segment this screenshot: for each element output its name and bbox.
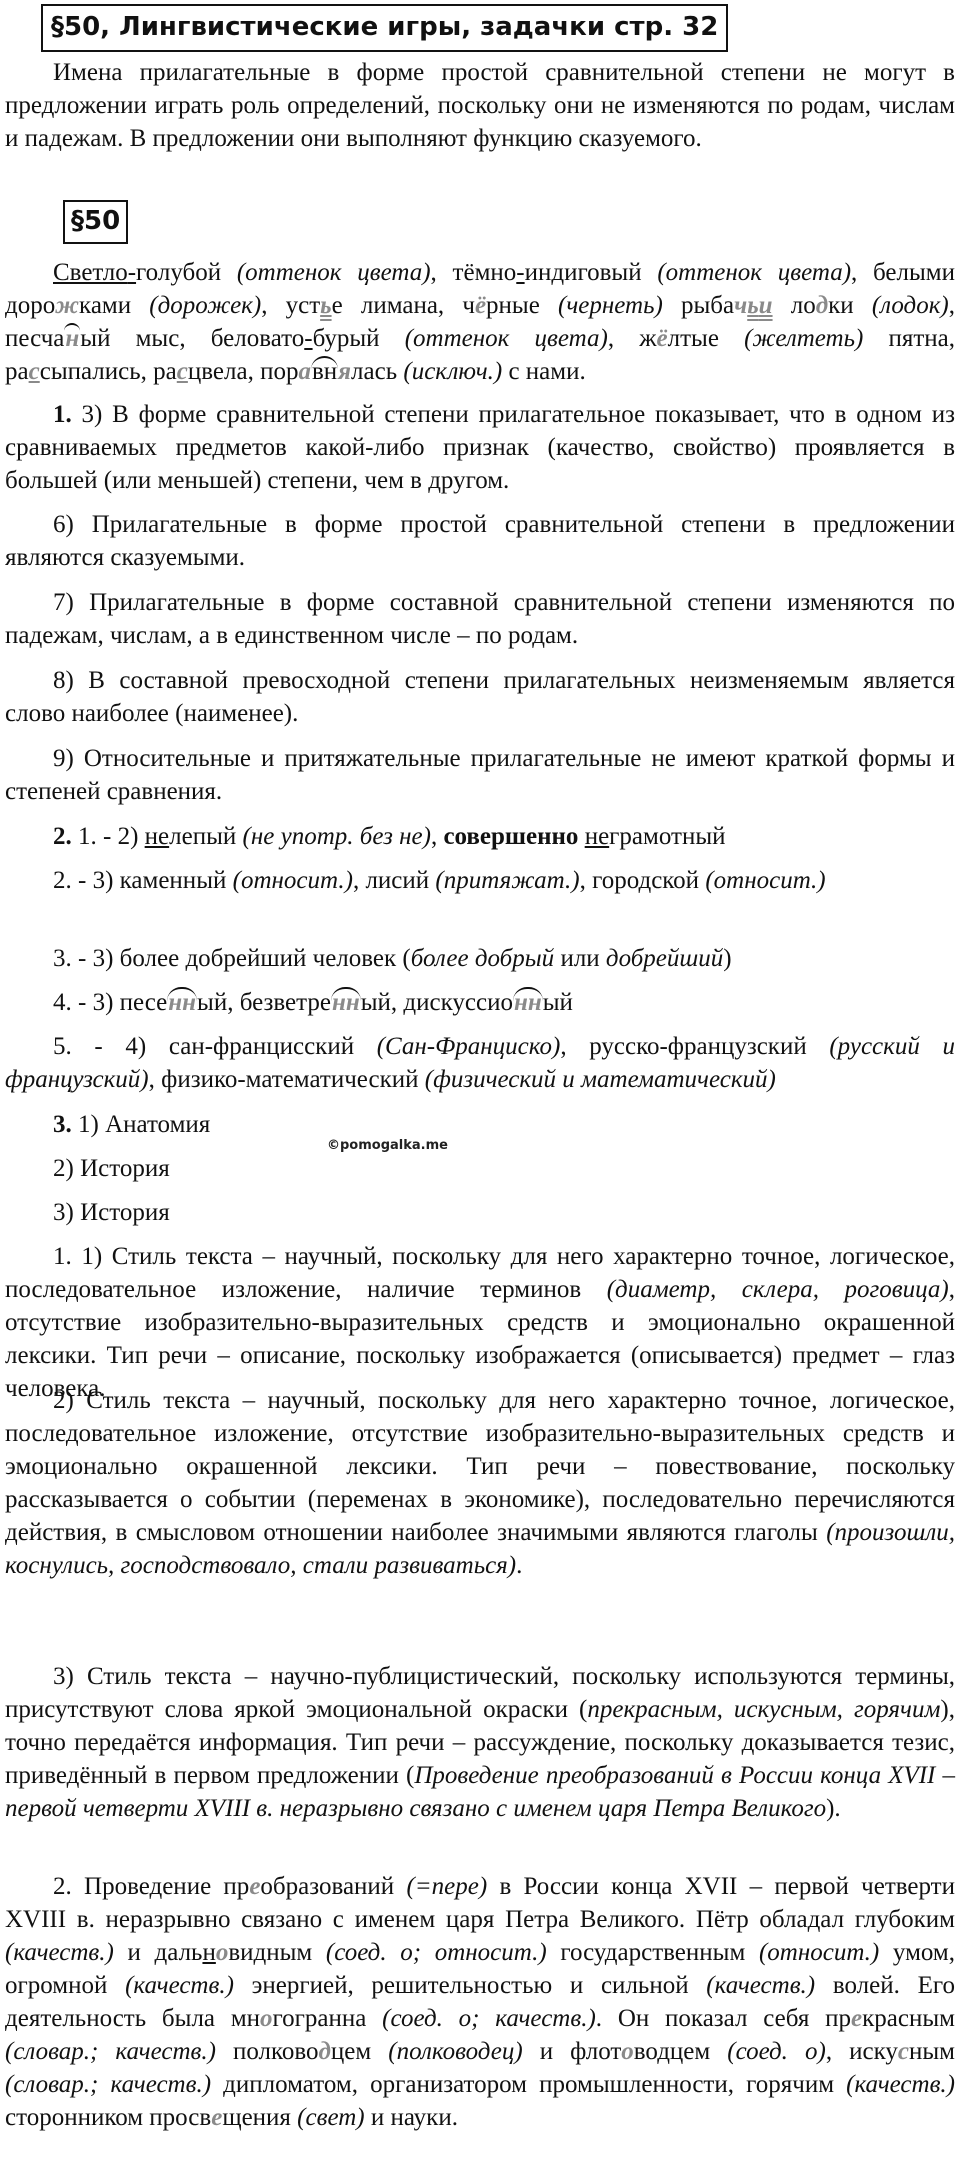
text-run: пятна, ра (5, 325, 955, 385)
text-run: 3) В форме сравнительной степени прилагательное показывает, что в одном из сравниваемых предметов какой-либо признак (качество, свойство) проявляется в большей (или меньшей) степени, чем в другом. (5, 401, 955, 494)
text-run: полково (215, 2038, 319, 2065)
text-run: 1. - 2) (71, 823, 145, 850)
answer-2-4 (5, 986, 955, 1019)
answer-1-3 (5, 398, 955, 497)
text-run: , городской (579, 867, 706, 894)
note: (соед. о; качеств.) (382, 2005, 596, 2032)
spelling-letter: ё (656, 325, 668, 352)
text-run: ) (723, 945, 732, 972)
note: (соед. о) (727, 2038, 826, 2065)
text-run: государственным (546, 1939, 759, 1966)
spelling-letter: о (621, 2038, 634, 2065)
text-run: ый мыс, беловато (80, 325, 305, 352)
answer-3-1 (5, 1108, 955, 1141)
spelling-letter: я (338, 358, 352, 385)
word-part: Светло (53, 259, 128, 286)
note: (дорожек) (149, 292, 262, 319)
text-run: индиговый (524, 259, 658, 286)
note: (физический и математический) (424, 1066, 776, 1093)
text-run: цем (330, 2038, 389, 2065)
spelling-letter: д (815, 292, 829, 319)
spelling-letter: о (215, 1939, 229, 1966)
note: (относит.) (758, 1939, 880, 1966)
spelling-letter: д (318, 2038, 331, 2065)
style-analysis-3 (5, 1660, 955, 1825)
text-run: ки (828, 292, 872, 319)
text-run: или (554, 945, 606, 972)
root-part: вн (311, 358, 338, 385)
text-run: ый (542, 989, 573, 1016)
answer-1-7: 7) Прилагательные в форме составной сравнительной степени изменяются по падежам, числам, а в единственном числе – по родам. (5, 589, 955, 649)
task-number: 1. (53, 401, 72, 428)
answer-2-1 (5, 820, 955, 853)
prefix: не (584, 823, 610, 850)
answer-2-5 (5, 1030, 955, 1096)
text-run: дипломатом, организатором промышленности, горячим (211, 2071, 847, 2098)
text-run: , отсутствие изобразительно-выразительных средств и эмоционально окрашенной лексики. Тип речи – описание, поскольку изображается (описывается) предмет – глаз человека. (5, 1276, 955, 1402)
text-run: с нами. (502, 358, 586, 385)
text-run: образований (260, 1873, 407, 1900)
task-number: 2. (53, 823, 72, 850)
text-run: лепый (169, 823, 243, 850)
note: (Сан-Франциско) (376, 1033, 561, 1060)
spelling-letter: е (851, 2005, 863, 2032)
suffix: нн (331, 989, 360, 1016)
style-analysis-1 (5, 1240, 955, 1405)
answer-3-2: 2) История (53, 1155, 170, 1182)
intro-paragraph: Имена прилагательные в форме простой сравнительной степени не могут в предложении играть роль определений, поскольку они не изменяются по родам, числам и падежам. В предложении они выполняют функцию сказуемого. (5, 59, 955, 152)
note: (лодок) (871, 292, 949, 319)
text-run: бурый (312, 325, 405, 352)
note: (=пере) (406, 1873, 488, 1900)
note: (русский и французский) (5, 1033, 955, 1093)
text-run: энергией, решительностью и сильной (233, 1972, 707, 1999)
note: (чернеть) (558, 292, 663, 319)
answer-2-3 (5, 942, 955, 975)
text-run: , физико-математический (148, 1066, 425, 1093)
text-run: сторонником просв (5, 2104, 212, 2131)
text-run: и даль (113, 1939, 203, 1966)
note: (соед. о; относит.) (325, 1939, 547, 1966)
spelling-letter: ь (747, 292, 759, 319)
hyphen: - (304, 325, 313, 352)
note: (притяжат.) (435, 867, 580, 894)
text-run: , (430, 823, 444, 850)
note: (относит.) (232, 867, 353, 894)
spelling-letter: е (211, 2104, 223, 2131)
text-run: , ж (607, 325, 657, 352)
text-run: лась (351, 358, 404, 385)
hyphen: - (516, 259, 525, 286)
spelling-letter: ё (474, 292, 487, 319)
note: (желтеть) (744, 325, 864, 352)
text-run: рыба (662, 292, 735, 319)
section-label: §50 (63, 200, 128, 244)
text-run: , белыми доро (5, 259, 955, 319)
spelling-letter: с (176, 358, 188, 385)
spelling-letter: а (298, 358, 311, 385)
suffix: нн (168, 989, 197, 1016)
text-run: водцем (633, 2038, 728, 2065)
spelling-letter: с (897, 2038, 909, 2065)
text-run: голубой (136, 259, 237, 286)
text-run: волей. Его деятельность была мн (5, 1972, 955, 2032)
watermark: ©pomogalka.me (327, 1138, 448, 1153)
text-run: грамотный (609, 823, 726, 850)
text-run: , русско-французский (560, 1033, 830, 1060)
note: (оттенок цвета) (236, 259, 431, 286)
text-run: , иску (825, 2038, 898, 2065)
suffix: нн (513, 989, 542, 1016)
text-run: ый, дискуссио (360, 989, 513, 1016)
text-run: е лимана, ч (331, 292, 475, 319)
note: (качеств.) (5, 1939, 114, 1966)
text-run: цвела, пор (187, 358, 299, 385)
note: (оттенок цвета) (657, 259, 852, 286)
note: (свет) (297, 2104, 365, 2131)
text-run: ло (772, 292, 816, 319)
note: (словар.; качеств.) (5, 2071, 212, 2098)
answer-1-8: 8) В составной превосходной степени прилагательных неизменяемым является слово наиболее (наименее). (5, 667, 955, 727)
note: (относит.) (705, 867, 826, 894)
spelling-letter: ж (55, 292, 80, 319)
note: прекрасным, искусным, горячим (587, 1696, 941, 1723)
text-run: ками (79, 292, 150, 319)
text-run: красным (862, 2005, 955, 2032)
spelling-letter: о (260, 2005, 273, 2032)
spelling-letter: е (249, 1873, 261, 1900)
text-run: сыпались, ра (39, 358, 177, 385)
answer-1-6: 6) Прилагательные в форме простой сравнительной степени в предложении являются сказуемыми. (5, 511, 955, 571)
note: (полководец) (388, 2038, 523, 2065)
text-run: умом, огромной (5, 1939, 955, 1999)
text-run: в России конца XVII – первой четверти XVIII в. неразрывно связано с именем царя Петра Великого. Пётр обладал глубоким (5, 1873, 955, 1933)
text-run: лтые (667, 325, 745, 352)
note: (не употр. без не) (242, 823, 431, 850)
text-run: 3) Стиль текста – научно-публицистический, поскольку используются термины, присутствуют слова яркой эмоциональной окраски ( (5, 1663, 955, 1723)
text-run: и флот (522, 2038, 622, 2065)
text-run: 5. - 4) сан-францисский (53, 1033, 377, 1060)
note: (качеств.) (846, 2071, 955, 2098)
text-run: рные (486, 292, 559, 319)
text-run: щения (222, 2104, 298, 2131)
text-run: 1. 1) Стиль текста – научный, поскольку для него характерно точное, логическое, последовательное изложение, наличие терминов (5, 1243, 955, 1303)
spelling-letter: н (65, 325, 80, 352)
note: (произошли, коснулись, господствовало, стали развиваться) (5, 1519, 955, 1579)
text-run: , лисий (352, 867, 436, 894)
task-number: 3. (53, 1111, 72, 1138)
note: (оттенок цвета) (404, 325, 608, 352)
spelling-letter: ч (734, 292, 748, 319)
colors-paragraph (5, 256, 955, 388)
text-run: ый, безветре (197, 989, 331, 1016)
text-run: , песча (5, 292, 955, 352)
text-run: видным (228, 1939, 326, 1966)
answer-1-9: 9) Относительные и притяжательные прилагательные не имеют краткой формы и степеней сравнения. (5, 745, 955, 805)
text-run: . (516, 1552, 523, 1579)
root-part: н (202, 1939, 216, 1966)
text-run: гогранна (272, 2005, 383, 2032)
text-run: 2. - 3) каменный (53, 867, 233, 894)
text-run: , тёмно (430, 259, 517, 286)
text-run: и науки. (364, 2104, 458, 2131)
bold-word: совершенно (443, 823, 579, 850)
text-run: 2. Проведение пр (53, 1873, 250, 1900)
note: (качеств.) (125, 1972, 234, 1999)
note: (исключ.) (403, 358, 503, 385)
text-run: 4. - 3) песе (53, 989, 168, 1016)
note: Проведение преобразований в России конца XVII – первой четверти XVIII в. неразрывно связано с именем царя Петра Великого (5, 1762, 955, 1822)
page-title: §50, Лингвистические игры, задачки стр. 32 (41, 4, 728, 52)
style-analysis-2 (5, 1384, 955, 1582)
answer-2-2 (5, 864, 955, 897)
note: добрейший (605, 945, 724, 972)
note: (качеств.) (706, 1972, 816, 1999)
text-run: 1) Анатомия (71, 1111, 211, 1138)
text-run: , уст (261, 292, 321, 319)
note: более добрый (410, 945, 555, 972)
text-run: 3. - 3) более добрейший человек ( (53, 945, 411, 972)
spelling-letter: и (758, 292, 773, 319)
spelling-letter: с (28, 358, 40, 385)
text-run: . Он показал себя пр (595, 2005, 852, 2032)
orthography-analysis (5, 1870, 955, 2134)
text-run: ным (908, 2038, 955, 2065)
hyphen: - (127, 259, 137, 286)
answer-3-3: 3) История (53, 1199, 170, 1226)
text-run: 2) Стиль текста – научный, поскольку для него характерно точное, логическое, последовательное изложение, отсутствие изобразительно-выразительных средств и эмоционально окрашенной лексики. Тип речи – повествование, поскольку рассказывается о событии (переменах в экономике), последовательно перечисляются действия, в смысловом отношении наиболее значимыми являются глаголы (5, 1387, 955, 1546)
text-run: ). (826, 1795, 841, 1822)
prefix: не (144, 823, 170, 850)
spelling-letter: ь (320, 292, 332, 319)
note: (диаметр, склера, роговица) (606, 1276, 949, 1303)
text-run: ), точно передаётся информация. Тип речи – рассуждение, поскольку доказывается тезис, приведённый в первом предложении ( (5, 1696, 955, 1789)
note: (словар.; качеств.) (5, 2038, 216, 2065)
